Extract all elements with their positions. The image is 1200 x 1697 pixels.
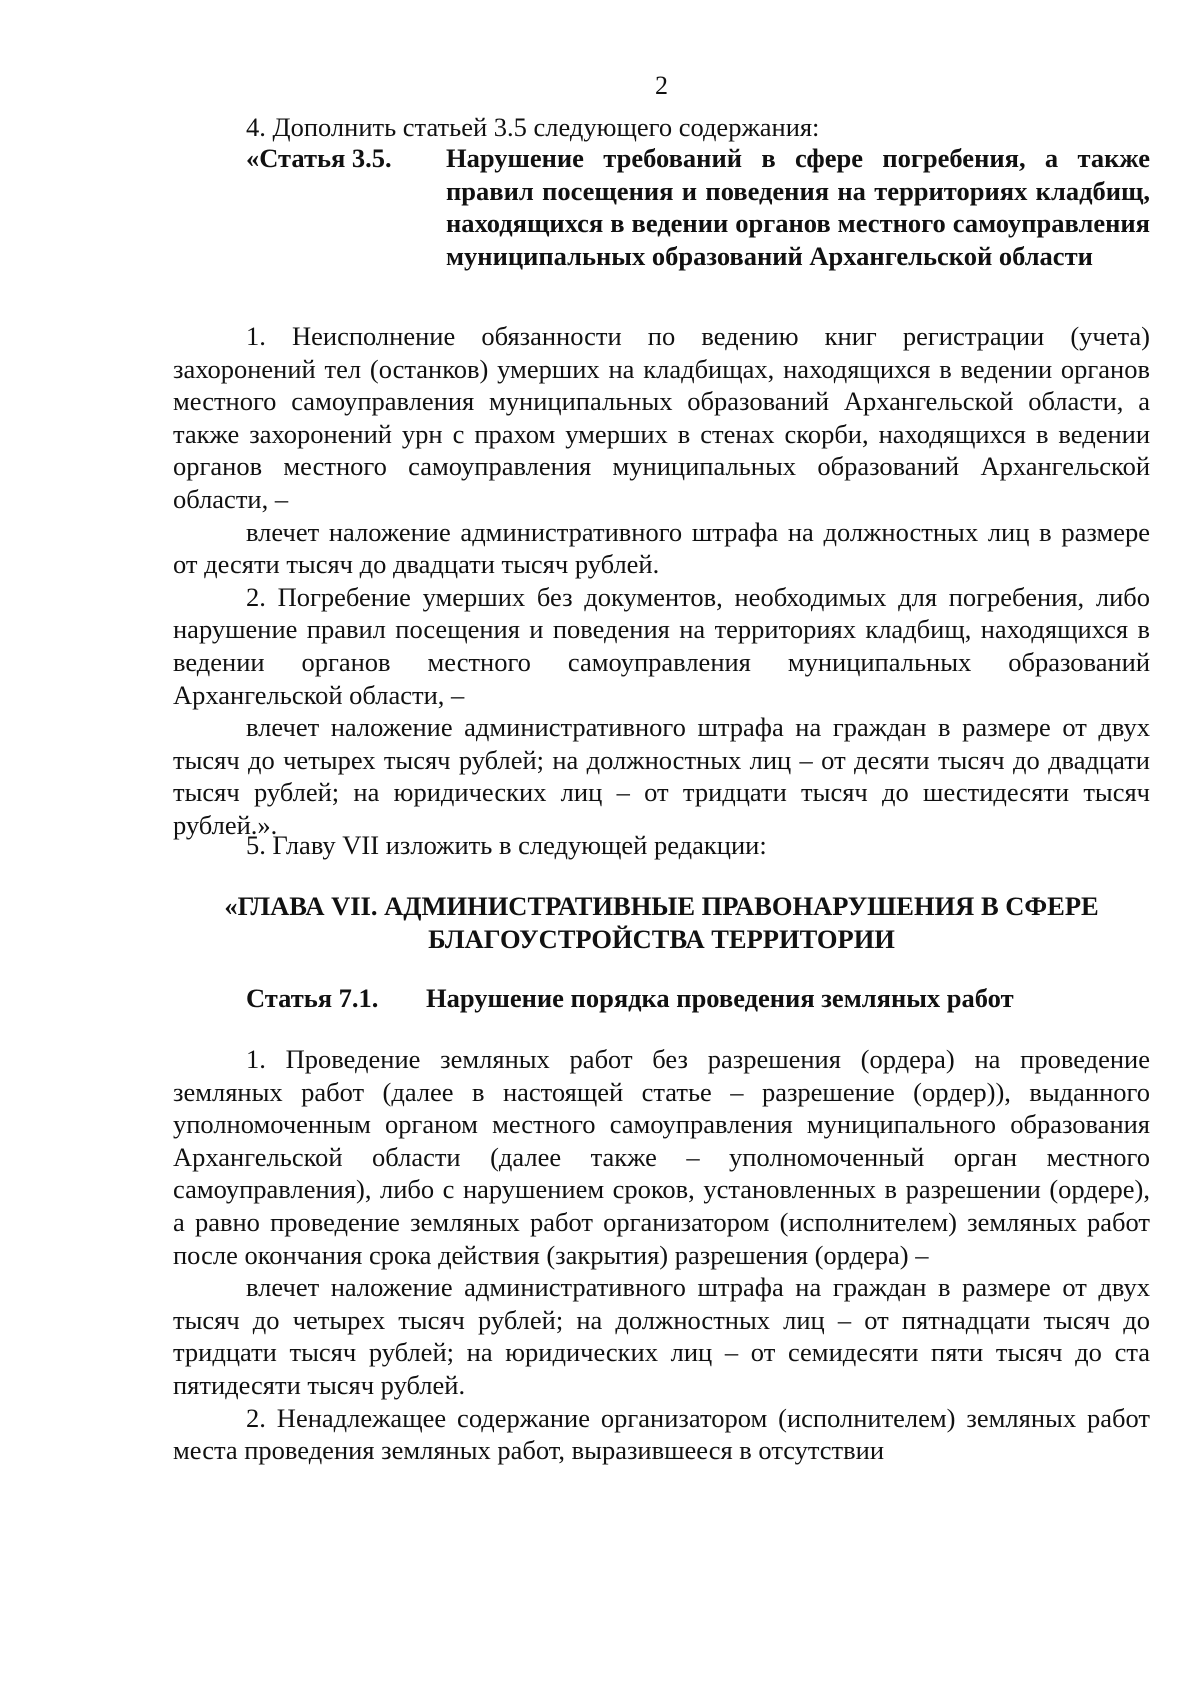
article-3-5-part2-sanction: влечет наложение административного штрафа на граждан в размере от двух тысяч до четырех тысяч рублей; на должностных лиц – от десяти тысяч до двадцати тысяч рублей; на юридических лиц – от тридцати тысяч до шестидесяти тысяч рублей.». <box>173 712 1150 840</box>
article-3-5-part2: 2. Погребение умерших без документов, необходимых для погребения, либо нарушение правил посещения и поведения на территориях кладбищ, находящихся в ведении органов местного самоуправления муниципальных образований Архангельской области, – <box>173 581 1150 710</box>
chapter-7-title-line2: БЛАГОУСТРОЙСТВА ТЕРРИТОРИИ <box>428 923 895 954</box>
article-7-1-label: Статья 7.1. <box>246 983 379 1013</box>
item4-intro: 4. Дополнить статьей 3.5 следующего содержания: <box>246 112 820 142</box>
article-3-5-label: «Статья 3.5. <box>246 143 392 173</box>
item4-intro-block <box>173 111 1150 144</box>
article-7-1-title: Нарушение порядка проведения земляных работ <box>426 983 1014 1013</box>
article-7-1-part1: 1. Проведение земляных работ без разрешения (ордера) на проведение земляных работ (далее в настоящей статье – разрешение (ордер)), выданного уполномоченным органом местного самоуправления муниципального образования Архангельской области (далее также – уполномоченный орган местного самоуправления), либо с нарушением сроков, установленных в разрешении (ордере), а равно проведение земляных работ организатором (исполнителем) земляных работ после окончания срока действия (закрытия) разрешения (ордера) – <box>173 1044 1150 1270</box>
article-3-5-body <box>173 320 1150 842</box>
chapter-7-title <box>173 890 1150 955</box>
article-7-1-body <box>173 1043 1150 1467</box>
chapter-7-title-line1: «ГЛАВА VII. АДМИНИСТРАТИВНЫЕ ПРАВОНАРУШЕНИЯ В СФЕРЕ <box>224 891 1099 921</box>
article-7-1-part2: 2. Ненадлежащее содержание организатором (исполнителем) земляных работ места проведения земляных работ, выразившееся в отсутствии <box>173 1402 1150 1466</box>
article-7-1-part1-sanction: влечет наложение административного штрафа на граждан в размере от двух тысяч до четырех тысяч рублей; на должностных лиц – от пятнадцати тысяч до тридцати тысяч рублей; на юридических лиц – от семидесяти пяти тысяч до ста пятидесяти тысяч рублей. <box>173 1272 1150 1400</box>
item5-intro: 5. Главу VII изложить в следующей редакции: <box>246 830 767 860</box>
article-3-5-part1-sanction: влечет наложение административного штрафа на должностных лиц в размере от десяти тысяч до двадцати тысяч рублей. <box>173 516 1150 580</box>
page-number: 2 <box>655 71 668 100</box>
article-3-5-title: Нарушение требований в сфере погребения, а также правил посещения и поведения на территориях кладбищ, находящихся в ведении органов местного самоуправления муниципальных образований Архангельской области <box>446 143 1150 271</box>
article-3-5-part1: 1. Неисполнение обязанности по ведению книг регистрации (учета) захоронений тел (останков) умерших на кладбищах, находящихся в ведении органов местного самоуправления муниципальных образований Архангельской области, а также захоронений урн с прахом умерших в стенах скорби, находящихся в ведении органов местного самоуправления муниципальных образований Архангельской области, – <box>173 321 1150 514</box>
item5-intro-block <box>173 829 1150 862</box>
